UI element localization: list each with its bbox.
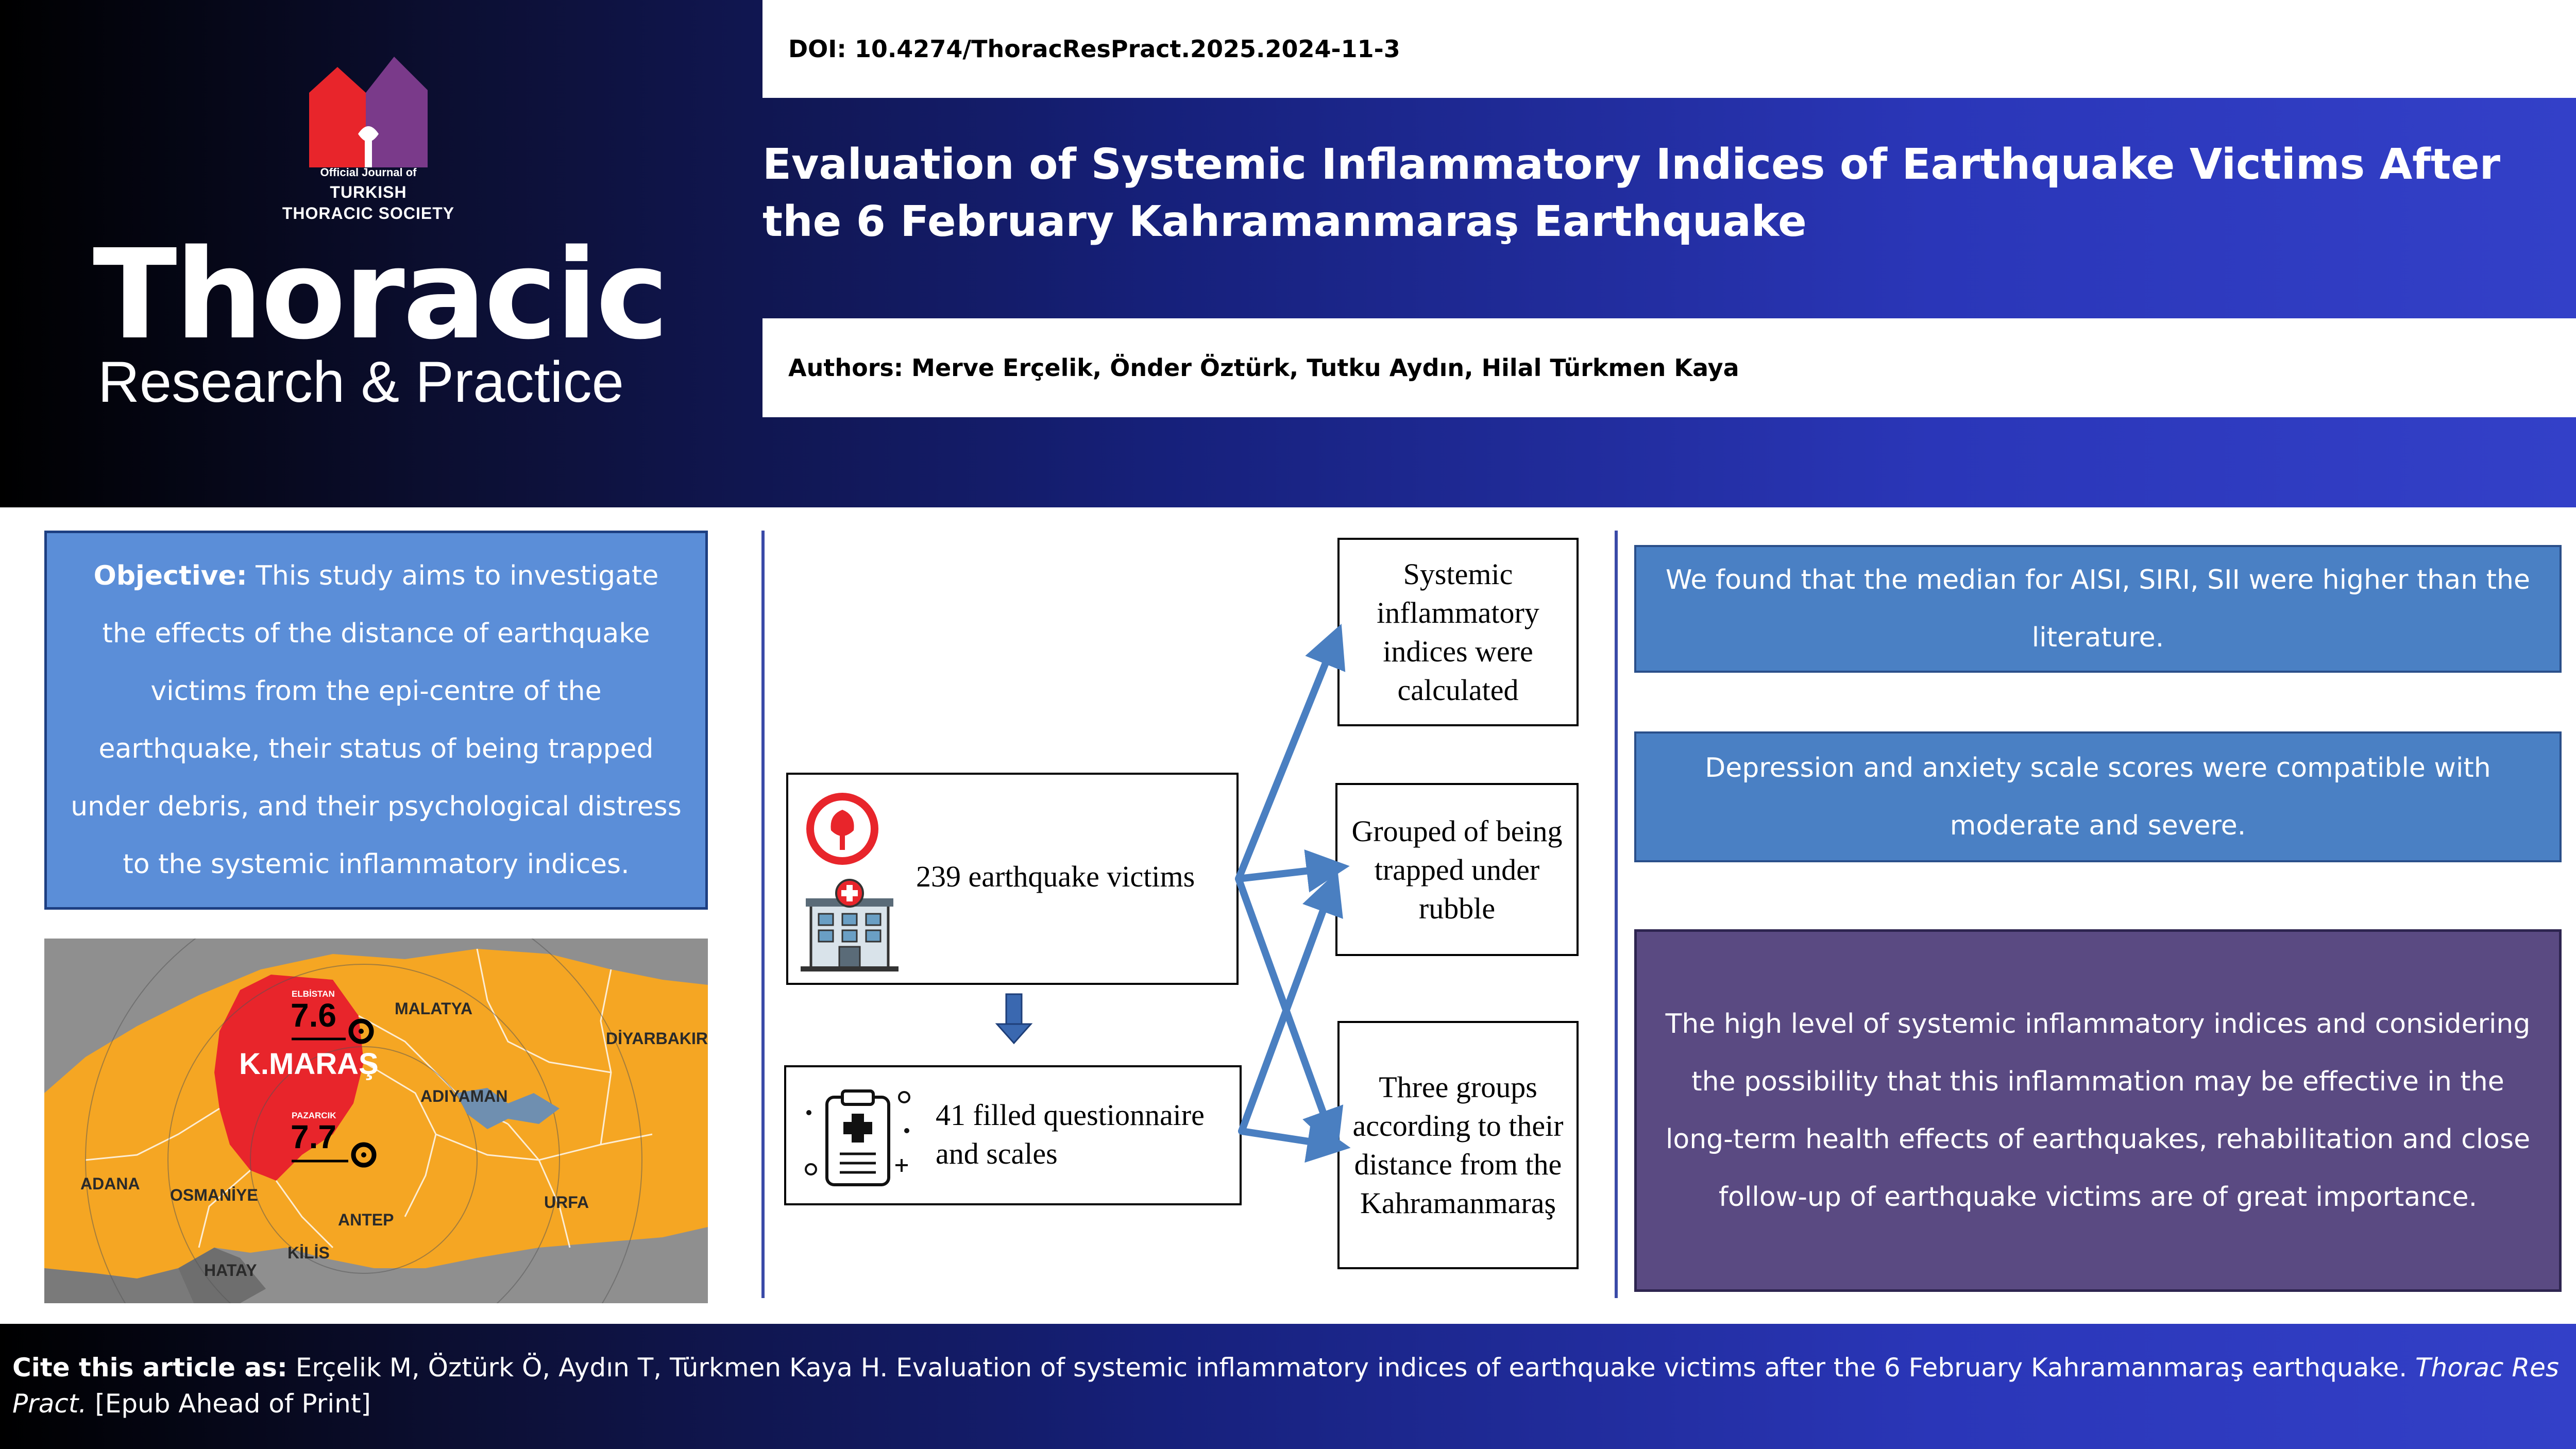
- citation-paragraph: [12, 1350, 2564, 1422]
- authors-text: Authors: Merve Erçelik, Önder Öztürk, Tutku Aydın, Hilal Türkmen Kaya: [788, 354, 1739, 382]
- objective-paragraph: [67, 547, 685, 893]
- objective-box: [44, 531, 708, 910]
- clipboard-icon: [799, 1082, 917, 1192]
- finding-box-aisi: [1634, 545, 2562, 673]
- map-label-antep: ANTEP: [338, 1211, 394, 1229]
- citation-journal: Thorac Res Pract.: [12, 1353, 2559, 1419]
- map-label-kilis: KİLİS: [287, 1243, 330, 1262]
- conclusion-box: [1634, 929, 2562, 1292]
- map-label-kmaras: K.MARAŞ: [239, 1047, 379, 1081]
- flow-box-victims: [786, 773, 1239, 985]
- flow-box-calculated: [1337, 538, 1579, 726]
- flow-calculated-label: Systemic inflammatory indices were calculated: [1377, 557, 1539, 707]
- flow-box-grouped: [1335, 783, 1579, 956]
- flow-victims-label: 239 earthquake victims: [916, 860, 1195, 893]
- finding-aisi-text: We found that the median for AISI, SIRI, SII were higher than the literature.: [1666, 565, 2530, 653]
- doi-text: DOI: 10.4274/ThoracResPract.2025.2024-11-3: [788, 35, 1400, 63]
- university-seal-icon: [804, 790, 881, 867]
- map-label-urfa: URFA: [544, 1193, 589, 1212]
- header-banner: [0, 0, 2576, 507]
- map-graphic: [44, 939, 708, 1303]
- arrow-questionnaire-grouped: [1242, 891, 1330, 1131]
- divider-left: [761, 531, 765, 1298]
- map-label-hatay: HATAY: [204, 1261, 257, 1280]
- journal-name-thoracic: Thoracic: [93, 223, 667, 367]
- map-label-osmaniye: OSMANİYE: [170, 1186, 258, 1204]
- doi-box: [762, 0, 2576, 98]
- journal-logo-icon: [309, 57, 428, 167]
- arrow-questionnaire-distance: [1242, 1131, 1329, 1145]
- divider-right: [1615, 531, 1618, 1298]
- map-label-adana: ADANA: [80, 1174, 140, 1193]
- arrow-victims-distance: [1239, 879, 1330, 1132]
- hospital-icon: [801, 878, 899, 973]
- arrow-victims-grouped: [1239, 868, 1328, 879]
- citation-body: Erçelik M, Öztürk Ö, Aydın T, Türkmen Kaya H. Evaluation of systemic inflammatory indices of earthquake victims after the 6 February Kahramanmaraş earthquake.: [287, 1353, 2416, 1383]
- map-label-adiyaman: ADIYAMAN: [420, 1087, 508, 1105]
- map-magnitude-2: 7.7: [291, 1118, 336, 1155]
- flow-box-distance: [1337, 1021, 1579, 1269]
- journal-society-label: THORACIC SOCIETY: [282, 204, 455, 223]
- flow-questionnaire-label: 41 filled questionnaire and scales: [936, 1098, 1205, 1170]
- article-title: Evaluation of Systemic Inflammatory Indices of Earthquake Victims After the 6 February Kahramanmaraş Earthquake: [762, 140, 2501, 246]
- conclusion-text: The high level of systemic inflammatory indices and considering the possibility that this inflammation may be effective in the long-term health effects of earthquakes, rehabilitation and close follow-up of earthquake victims are of great importance.: [1665, 1009, 2531, 1213]
- journal-name-research-practice: Research & Practice: [98, 350, 624, 414]
- citation-end: [Epub Ahead of Print]: [87, 1389, 371, 1419]
- journal-turkish-label: TURKISH: [330, 183, 407, 201]
- flow-box-questionnaire: [784, 1065, 1242, 1205]
- journal-official-label: Official Journal of: [320, 166, 417, 179]
- arrow-down-icon: [997, 994, 1031, 1043]
- authors-box: [762, 318, 2576, 417]
- arrow-victims-calculated: [1239, 644, 1333, 879]
- objective-body: This study aims to investigate the effects of the distance of earthquake victims from the epi-centre of the earthquake, their status of being trapped under debris, and their psychological distress to the systemic inflammatory indices.: [71, 560, 682, 880]
- finding-depression-text: Depression and anxiety scale scores were compatible with moderate and severe.: [1705, 753, 2491, 841]
- flow-distance-label: Three groups according to their distance from the Kahramanmaraş: [1352, 1070, 1564, 1220]
- map-label-elbistan: ELBİSTAN: [292, 989, 335, 999]
- flow-grouped-label: Grouped of being trapped under rubble: [1351, 814, 1563, 925]
- objective-label: Objective:: [93, 560, 247, 591]
- map-magnitude-1: 7.6: [291, 997, 336, 1034]
- map-label-diyarbakir: DİYARBAKIR: [606, 1029, 708, 1048]
- citation-label: Cite this article as:: [12, 1353, 287, 1383]
- citation-footer: [0, 1324, 2576, 1449]
- map-label-malatya: MALATYA: [395, 999, 473, 1018]
- finding-box-depression: [1634, 731, 2562, 862]
- earthquake-map: [44, 939, 708, 1303]
- map-label-pazarcik: PAZARCIK: [292, 1111, 336, 1120]
